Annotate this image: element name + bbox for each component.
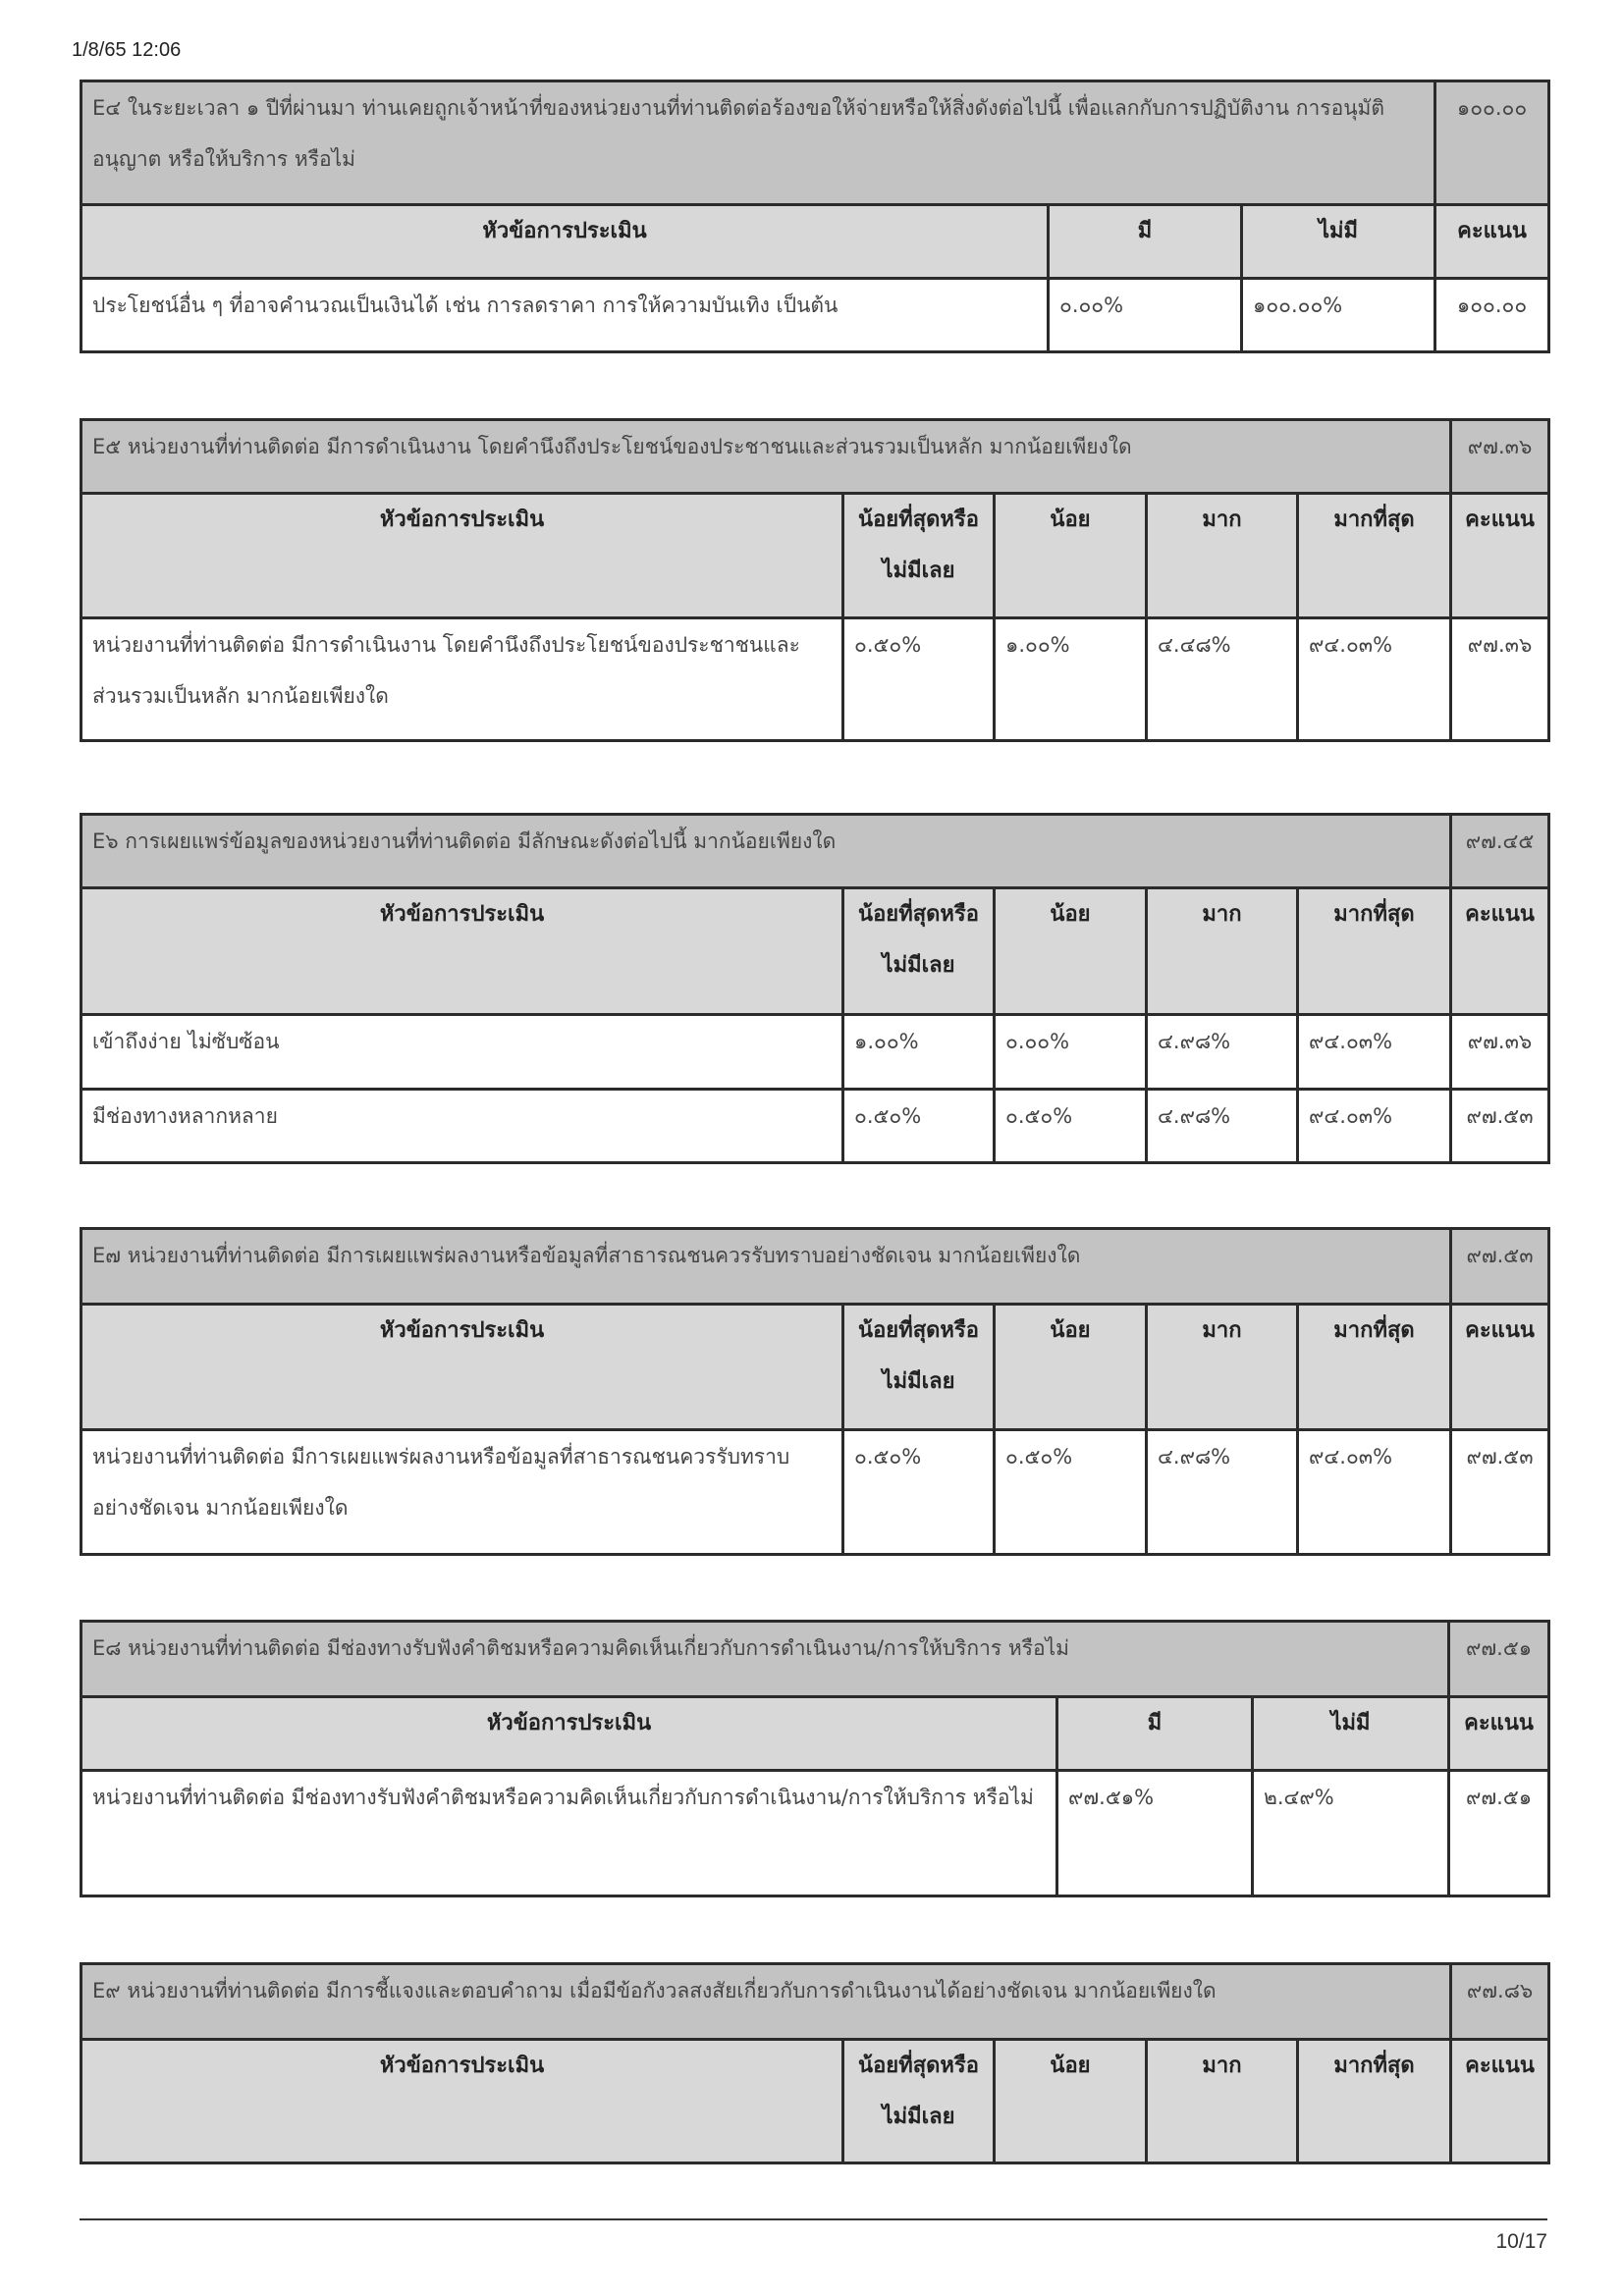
row-item: ประโยชน์อื่น ๆ ที่อาจคำนวณเป็นเงินได้ เช่น การลดราคา การให้ความบันเทิง เป็นต้น [81, 279, 1049, 352]
header-most: มากที่สุด [1298, 888, 1451, 1015]
question-table-e9 [80, 1962, 1550, 2164]
question-table-e8 [80, 1620, 1550, 1897]
row-value-yes: ๙๗.๕๑% [1057, 1771, 1253, 1896]
row-score: ๙๗.๓๖ [1451, 1015, 1549, 1090]
row-value-much: ๔.๙๘% [1147, 1430, 1298, 1555]
header-topic: หัวข้อการประเมิน [81, 1697, 1057, 1771]
row-value-little: ๑.๐๐% [995, 618, 1147, 741]
row-score: ๙๗.๕๓ [1451, 1430, 1549, 1555]
header-topic: หัวข้อการประเมิน [81, 205, 1049, 279]
row-value-much: ๔.๙๘% [1147, 1090, 1298, 1163]
row-value-much: ๔.๔๘% [1147, 618, 1298, 741]
row-value-little: ๐.๕๐% [995, 1090, 1147, 1163]
header-little: น้อย [995, 888, 1147, 1015]
table-row [81, 618, 1549, 741]
row-score: ๙๗.๕๑ [1449, 1771, 1549, 1896]
row-score: ๑๐๐.๐๐ [1435, 279, 1549, 352]
question-table-e5 [80, 418, 1550, 742]
header-score: คะแนน [1451, 2040, 1549, 2163]
table-row [81, 1015, 1549, 1090]
question-table-e6 [80, 813, 1550, 1164]
question-score: ๑๐๐.๐๐ [1435, 81, 1549, 205]
question-title: E๕ หน่วยงานที่ท่านติดต่อ มีการดำเนินงาน โดยคำนึงถึงประโยชน์ของประชาชนและส่วนรวมเป็นหลัก มากน้อยเพียงใด [81, 420, 1451, 494]
row-value-least: ๑.๐๐% [843, 1015, 995, 1090]
header-least: น้อยที่สุดหรือไม่มีเลย [843, 2040, 995, 2163]
question-score: ๙๗.๕๑ [1449, 1622, 1549, 1697]
header-score: คะแนน [1449, 1697, 1549, 1771]
header-yes: มี [1049, 205, 1242, 279]
row-value-no: ๒.๔๙% [1253, 1771, 1449, 1896]
header-much: มาก [1147, 2040, 1298, 2163]
header-least: น้อยที่สุดหรือไม่มีเลย [843, 888, 995, 1015]
row-value-little: ๐.๐๐% [995, 1015, 1147, 1090]
row-value-least: ๐.๕๐% [843, 1430, 995, 1555]
header-most: มากที่สุด [1298, 2040, 1451, 2163]
row-score: ๙๗.๓๖ [1451, 618, 1549, 741]
question-title: E๘ หน่วยงานที่ท่านติดต่อ มีช่องทางรับฟังคำติชมหรือความคิดเห็นเกี่ยวกับการดำเนินงาน/การให้บริการ หรือไม่ [81, 1622, 1449, 1697]
footer-divider [80, 2218, 1547, 2220]
row-value-most: ๙๔.๐๓% [1298, 1090, 1451, 1163]
table-row [81, 1771, 1549, 1896]
header-little: น้อย [995, 2040, 1147, 2163]
row-value-little: ๐.๕๐% [995, 1430, 1147, 1555]
row-value-no: ๑๐๐.๐๐% [1242, 279, 1435, 352]
header-yes: มี [1057, 1697, 1253, 1771]
question-title: E๔ ในระยะเวลา ๑ ปีที่ผ่านมา ท่านเคยถูกเจ้าหน้าที่ของหน่วยงานที่ท่านติดต่อร้องขอให้จ่ายหรือให้สิ่งดังต่อไปนี้ เพื่อแลกกับการปฏิบัติงาน การอนุมัติ อนุญาต หรือให้บริการ หรือไม่ [81, 81, 1435, 205]
row-value-yes: ๐.๐๐% [1049, 279, 1242, 352]
header-little: น้อย [995, 1305, 1147, 1430]
question-title: E๗ หน่วยงานที่ท่านติดต่อ มีการเผยแพร่ผลงานหรือข้อมูลที่สาธารณชนควรรับทราบอย่างชัดเจน มากน้อยเพียงใด [81, 1229, 1451, 1305]
header-much: มาก [1147, 888, 1298, 1015]
row-value-least: ๐.๕๐% [843, 618, 995, 741]
header-topic: หัวข้อการประเมิน [81, 1305, 843, 1430]
row-item: มีช่องทางหลากหลาย [81, 1090, 843, 1163]
header-little: น้อย [995, 494, 1147, 618]
page-number: 10/17 [1495, 2230, 1547, 2253]
row-item: หน่วยงานที่ท่านติดต่อ มีการดำเนินงาน โดยคำนึงถึงประโยชน์ของประชาชนและส่วนรวมเป็นหลัก มากน้อยเพียงใด [81, 618, 843, 741]
print-timestamp: 1/8/65 12:06 [72, 39, 182, 61]
header-least: น้อยที่สุดหรือไม่มีเลย [843, 494, 995, 618]
row-value-most: ๙๔.๐๓% [1298, 1015, 1451, 1090]
header-score: คะแนน [1451, 1305, 1549, 1430]
row-value-most: ๙๔.๐๓% [1298, 1430, 1451, 1555]
table-row [81, 279, 1549, 352]
row-value-least: ๐.๕๐% [843, 1090, 995, 1163]
row-item: หน่วยงานที่ท่านติดต่อ มีการเผยแพร่ผลงานหรือข้อมูลที่สาธารณชนควรรับทราบอย่างชัดเจน มากน้อยเพียงใด [81, 1430, 843, 1555]
header-much: มาก [1147, 494, 1298, 618]
header-topic: หัวข้อการประเมิน [81, 888, 843, 1015]
header-least: น้อยที่สุดหรือไม่มีเลย [843, 1305, 995, 1430]
row-item: เข้าถึงง่าย ไม่ซับซ้อน [81, 1015, 843, 1090]
header-score: คะแนน [1451, 494, 1549, 618]
question-title: E๖ การเผยแพร่ข้อมูลของหน่วยงานที่ท่านติดต่อ มีลักษณะดังต่อไปนี้ มากน้อยเพียงใด [81, 815, 1451, 888]
row-value-much: ๔.๙๘% [1147, 1015, 1298, 1090]
header-score: คะแนน [1435, 205, 1549, 279]
header-most: มากที่สุด [1298, 494, 1451, 618]
question-table-e7 [80, 1227, 1550, 1556]
header-score: คะแนน [1451, 888, 1549, 1015]
question-score: ๙๗.๔๕ [1451, 815, 1549, 888]
header-no: ไม่มี [1242, 205, 1435, 279]
header-topic: หัวข้อการประเมิน [81, 494, 843, 618]
row-item: หน่วยงานที่ท่านติดต่อ มีช่องทางรับฟังคำติชมหรือความคิดเห็นเกี่ยวกับการดำเนินงาน/การให้บริการ หรือไม่ [81, 1771, 1057, 1896]
question-score: ๙๗.๘๖ [1451, 1964, 1549, 2040]
question-score: ๙๗.๕๓ [1451, 1229, 1549, 1305]
row-score: ๙๗.๕๓ [1451, 1090, 1549, 1163]
header-topic: หัวข้อการประเมิน [81, 2040, 843, 2163]
question-table-e4 [80, 80, 1550, 353]
header-most: มากที่สุด [1298, 1305, 1451, 1430]
table-row [81, 1090, 1549, 1163]
table-row [81, 1430, 1549, 1555]
row-value-most: ๙๔.๐๓% [1298, 618, 1451, 741]
question-title: E๙ หน่วยงานที่ท่านติดต่อ มีการชี้แจงและตอบคำถาม เมื่อมีข้อกังวลสงสัยเกี่ยวกับการดำเนินงานได้อย่างชัดเจน มากน้อยเพียงใด [81, 1964, 1451, 2040]
header-much: มาก [1147, 1305, 1298, 1430]
header-no: ไม่มี [1253, 1697, 1449, 1771]
question-score: ๙๗.๓๖ [1451, 420, 1549, 494]
